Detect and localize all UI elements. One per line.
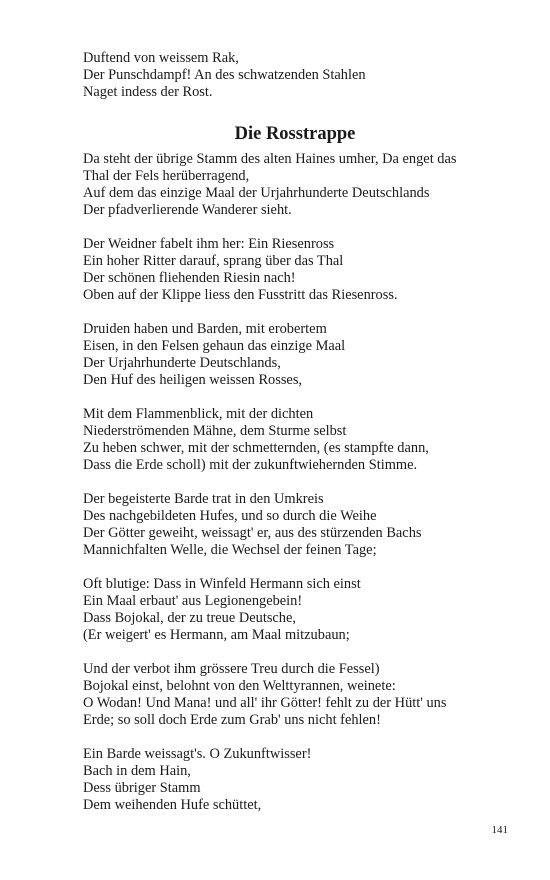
- verse-line: Thal der Fels herüberragend,: [83, 168, 250, 184]
- verse-line: Druiden haben und Barden, mit erobertem: [83, 321, 327, 337]
- verse-line: Duftend von weissem Rak,: [83, 50, 239, 66]
- verse-line: Bojokal einst, belohnt von den Welttyrannen, weinete:: [83, 678, 396, 694]
- stanza: [83, 746, 523, 814]
- verse-line: Und der verbot ihm grössere Treu durch die Fessel): [83, 661, 380, 677]
- verse-line: Dess übriger Stamm: [83, 780, 201, 796]
- verse-line: Zu heben schwer, mit der schmetternden, (es stampfte dann,: [83, 440, 429, 456]
- verse-line: Ein hoher Ritter darauf, sprang über das Thal: [83, 253, 344, 269]
- poem-title: Die Rosstrappe: [234, 124, 356, 144]
- verse-line: Da steht der übrige Stamm des alten Haines umher, Da enget das: [83, 151, 457, 167]
- verse-line: Der Urjahrhunderte Deutschlands,: [83, 355, 281, 371]
- verse-line: Der pfadverlierende Wanderer sieht.: [83, 202, 292, 218]
- verse-line: Naget indess der Rost.: [83, 84, 213, 100]
- verse-line: Der Weidner fabelt ihm her: Ein Riesenross: [83, 236, 335, 252]
- stanza: [83, 576, 523, 644]
- poem-body: [83, 151, 523, 831]
- stanza: [83, 151, 523, 219]
- verse-line: Bach in dem Hain,: [83, 763, 191, 779]
- verse-line: Dass Bojokal, der zu treue Deutsche,: [83, 610, 296, 626]
- verse-line: Der Punschdampf! An des schwatzenden Stahlen: [83, 67, 366, 83]
- verse-line: Niederströmenden Mähne, dem Sturme selbst: [83, 423, 347, 439]
- page-number: 141: [491, 824, 508, 836]
- verse-line: Dass die Erde scholl) mit der zukunftwiehernden Stimme.: [83, 457, 418, 473]
- verse-line: Mit dem Flammenblick, mit der dichten: [83, 406, 314, 422]
- stanza: [83, 236, 523, 304]
- verse-line: Mannichfalten Welle, die Wechsel der feinen Tage;: [83, 542, 377, 558]
- verse-line: (Er weigert' es Hermann, am Maal mitzubaun;: [83, 627, 350, 643]
- verse-line: Oft blutige: Dass in Winfeld Hermann sich einst: [83, 576, 361, 592]
- verse-line: Den Huf des heiligen weissen Rosses,: [83, 372, 303, 388]
- verse-line: Des nachgebildeten Hufes, und so durch die Weihe: [83, 508, 377, 524]
- verse-line: Der Götter geweiht, weissagt' er, aus des stürzenden Bachs: [83, 525, 422, 541]
- verse-line: Der schönen fliehenden Riesin nach!: [83, 270, 296, 286]
- stanza: [83, 661, 523, 729]
- stanza: [83, 406, 523, 474]
- verse-line: Oben auf der Klippe liess den Fusstritt das Riesenross.: [83, 287, 398, 303]
- verse-line: Ein Maal erbaut' aus Legionengebein!: [83, 593, 303, 609]
- intro-verse: [83, 50, 523, 101]
- verse-line: Eisen, in den Felsen gehaun das einzige Maal: [83, 338, 346, 354]
- stanza: [83, 491, 523, 559]
- verse-line: Erde; so soll doch Erde zum Grab' uns nicht fehlen!: [83, 712, 381, 728]
- verse-line: Dem weihenden Hufe schüttet,: [83, 797, 262, 813]
- verse-line: Ein Barde weissagt's. O Zukunftwisser!: [83, 746, 312, 762]
- verse-line: Auf dem das einzige Maal der Urjahrhunderte Deutschlands: [83, 185, 430, 201]
- verse-line: Der begeisterte Barde trat in den Umkreis: [83, 491, 324, 507]
- stanza: [83, 321, 523, 389]
- verse-line: O Wodan! Und Mana! und all' ihr Götter! fehlt zu der Hütt' uns: [83, 695, 447, 711]
